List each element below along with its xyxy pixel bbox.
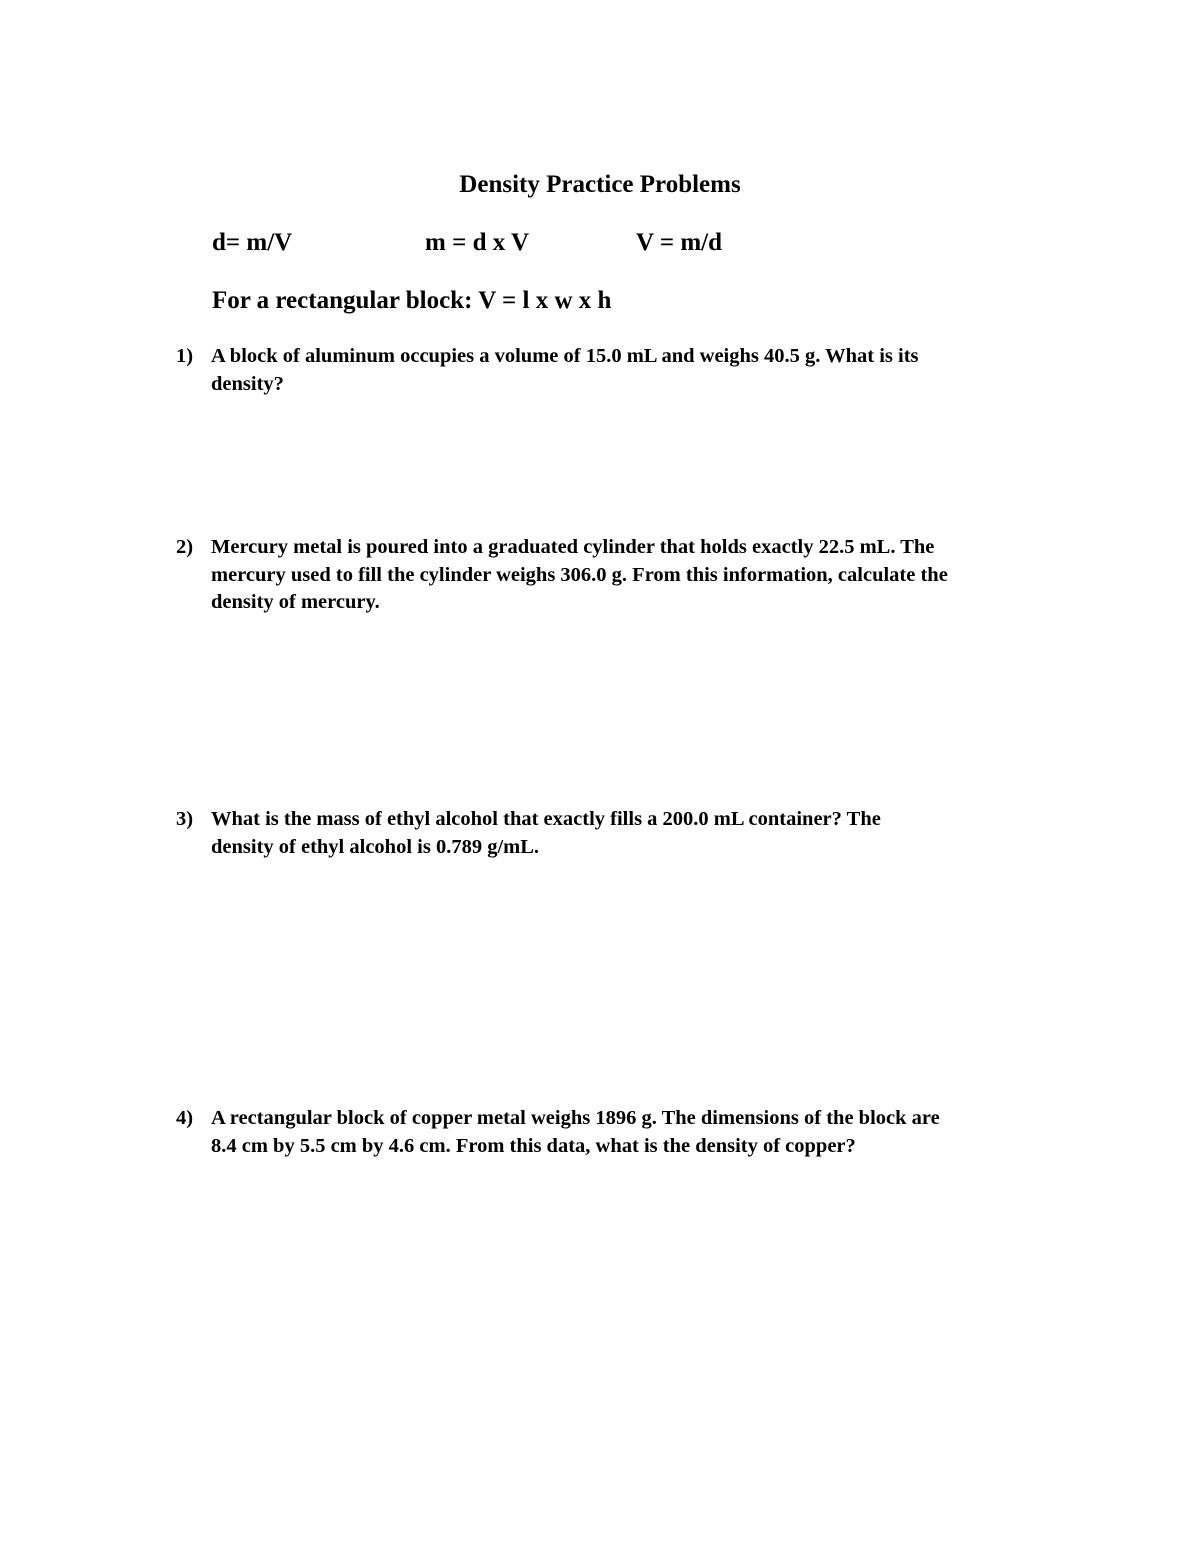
problem-text: A block of aluminum occupies a volume of 15.0 mL and weighs 40.5 g. What is its density? bbox=[211, 345, 919, 395]
rectangular-block-formula: For a rectangular block: V = l x w x h bbox=[212, 287, 612, 314]
problem-number: 3) bbox=[176, 808, 194, 830]
density-formula: d= m/V bbox=[212, 229, 293, 256]
problem-text: What is the mass of ethyl alcohol that exactly fills a 200.0 mL container? The density of ethyl alcohol is 0.789 g/mL. bbox=[211, 808, 881, 858]
problem-3 bbox=[176, 806, 1076, 861]
page-title: Density Practice Problems bbox=[459, 171, 741, 198]
problem-number: 1) bbox=[176, 345, 194, 367]
problem-text: Mercury metal is poured into a graduated cylinder that holds exactly 22.5 mL. The mercury used to fill the cylinder weighs 306.0 g. From this information, calculate the density of mercury. bbox=[211, 536, 948, 613]
problem-2 bbox=[176, 534, 1076, 617]
problem-number: 4) bbox=[176, 1107, 194, 1129]
volume-formula: V = m/d bbox=[636, 229, 723, 256]
mass-formula: m = d x V bbox=[425, 229, 530, 256]
problem-text: A rectangular block of copper metal weighs 1896 g. The dimensions of the block are 8.4 cm by 5.5 cm by 4.6 cm. From this data, what is the density of copper? bbox=[211, 1107, 940, 1157]
problem-1 bbox=[176, 343, 1076, 398]
problem-4 bbox=[176, 1105, 1076, 1160]
problem-number: 2) bbox=[176, 536, 194, 558]
